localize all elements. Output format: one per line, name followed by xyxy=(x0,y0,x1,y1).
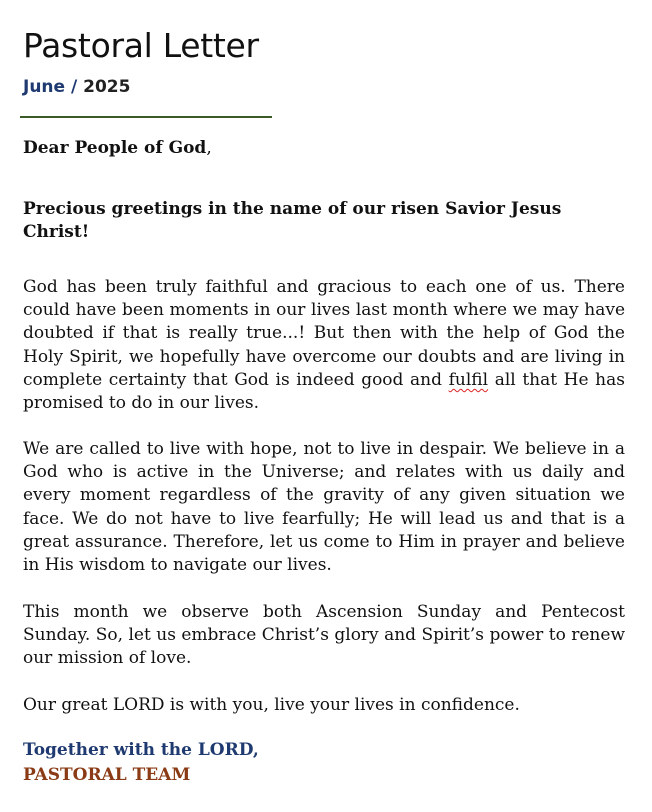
paragraph-1-text: God has been truly faithful and gracious to each one of us. There could have been moments in our lives last month where we may have doubted if that is really true...! But then with the help of God the Holy Spirit, we hopefully have overcome our doubts and are living in complete certainty that God is indeed good and xyxy=(23,277,625,390)
date-year: 2025 xyxy=(83,77,131,97)
page-title: Pastoral Letter xyxy=(23,26,259,65)
paragraph-4: Our great LORD is with you, live your lives in confidence. xyxy=(23,695,520,715)
salutation-text: Dear People of God xyxy=(23,138,207,158)
paragraph-1 xyxy=(23,276,625,415)
spellcheck-flagged-word[interactable]: fulfil xyxy=(448,369,489,390)
greeting: Precious greetings in the name of our risen Savior Jesus Christ! xyxy=(23,199,562,242)
header-divider xyxy=(20,116,272,118)
date-separator: / xyxy=(70,77,78,97)
salutation-punctuation: , xyxy=(206,138,212,158)
paragraph-2: We are called to live with hope, not to live in despair. We believe in a God who is active in the Universe; and relates with us daily and every moment regardless of the gravity of any given situation we face. We do not have to live fearfully; He will lead us and that is a great assurance. Therefore, let us come to Him in prayer and believe in His wisdom to navigate our lives. xyxy=(23,439,625,576)
salutation xyxy=(23,138,212,158)
closing-line: Together with the LORD, xyxy=(23,740,259,760)
date-month: June xyxy=(23,77,66,97)
paragraph-1-text-end: all that He has promised to do in our lives. xyxy=(23,369,625,414)
paragraph-3: This month we observe both Ascension Sunday and Pentecost Sunday. So, let us embrace Christ’s glory and Spirit’s power to renew our mission of love. xyxy=(23,602,625,669)
signature: PASTORAL TEAM xyxy=(23,765,191,785)
letter-date xyxy=(23,77,130,97)
